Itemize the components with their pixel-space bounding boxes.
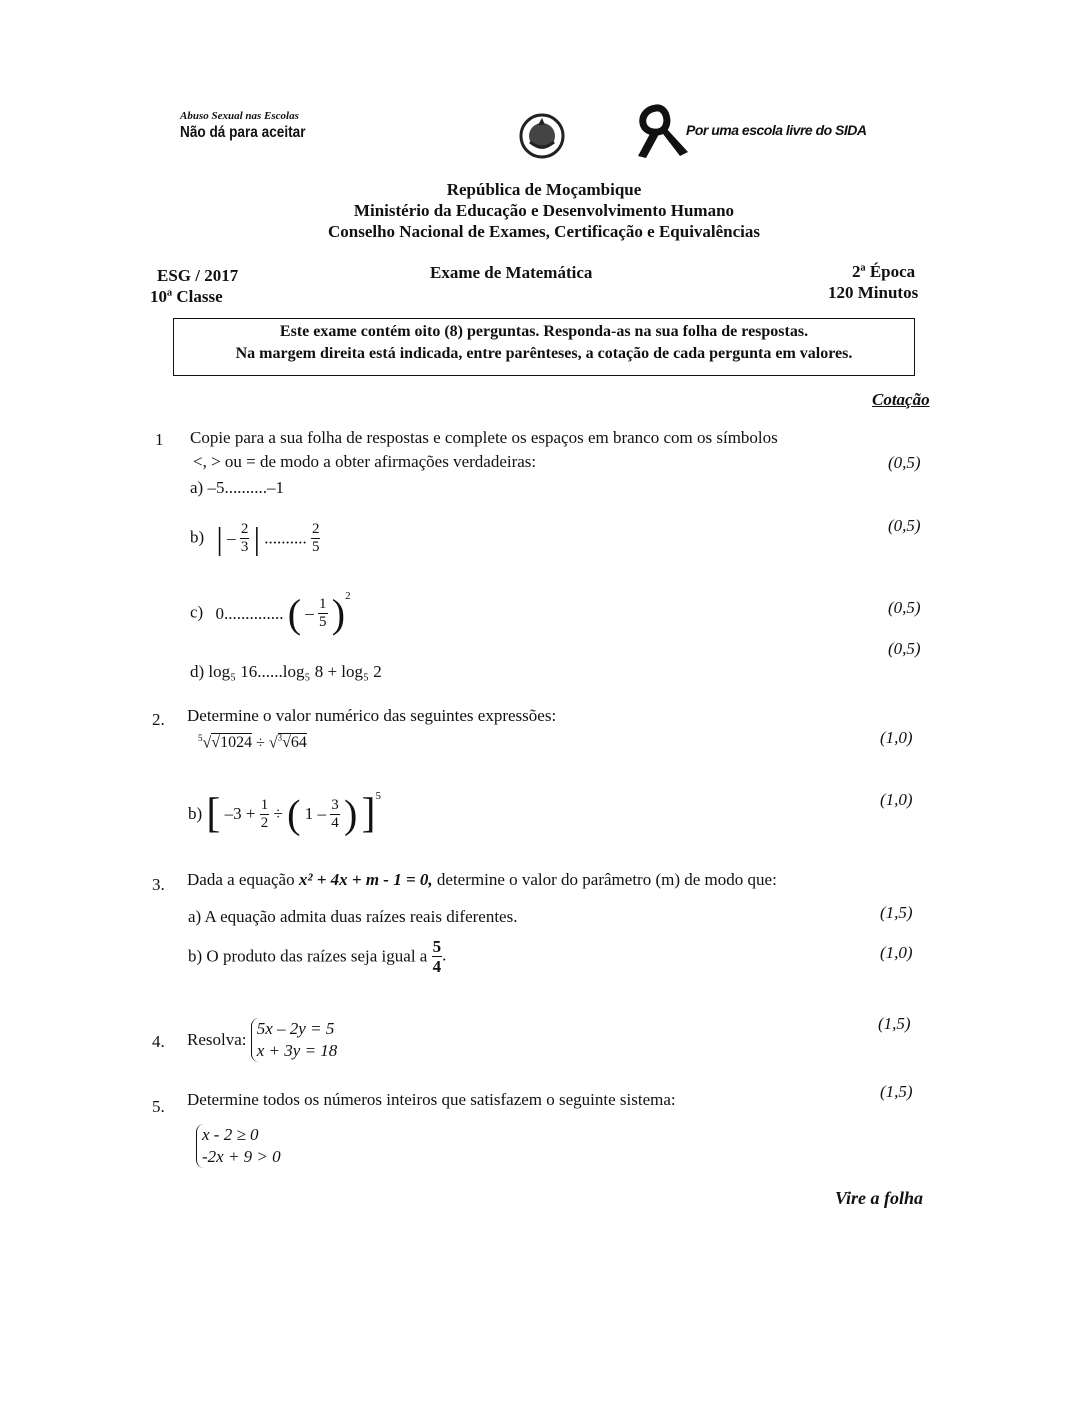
ribbon-text: Por uma escola livre do SIDA bbox=[686, 122, 867, 138]
q3-equation: x² + 4x + m - 1 = 0, bbox=[298, 870, 433, 889]
q3a-text: a) A equação admita duas raízes reais diferentes. bbox=[188, 907, 518, 926]
q1a-score: (0,5) bbox=[888, 453, 921, 472]
q1b-score: (0,5) bbox=[888, 516, 921, 535]
q1-text-1: Copie para a sua folha de respostas e complete os espaços em branco com os símbolos bbox=[190, 428, 778, 447]
q1-number: 1 bbox=[155, 430, 164, 449]
q3-text-pre: Dada a equação bbox=[187, 870, 295, 889]
q2b-expression: b) [ –3 + $\frac{1}{2}$ ÷ ( 1 – $\frac{3}{4}$ ) ]$^5$ bbox=[188, 790, 382, 837]
cotacao-header: Cotação bbox=[872, 390, 930, 409]
header-line-1: República de Moçambique bbox=[446, 180, 642, 199]
header-line-3: Conselho Nacional de Exames, Certificação e Equivalências bbox=[327, 222, 761, 241]
q3b-text: b) O produto das raízes seja igual a $\frac{5}{4}$ . bbox=[188, 937, 447, 976]
q3-number: 3. bbox=[152, 875, 165, 894]
q2-number: 2. bbox=[152, 710, 165, 729]
q1c-score: (0,5) bbox=[888, 598, 921, 617]
exam-title: Exame de Matemática bbox=[430, 263, 593, 282]
q3-text bbox=[187, 870, 777, 890]
q1-text-2: <, > ou = de modo a obter afirmações verdadeiras: bbox=[193, 452, 537, 471]
q2b-score: (1,0) bbox=[880, 790, 913, 809]
q3-text-post: determine o valor do parâmetro (m) de modo que: bbox=[436, 870, 777, 889]
q5-system bbox=[196, 1124, 281, 1168]
esg-year: ESG / 2017 bbox=[157, 266, 239, 285]
q5-eq1: x - 2 ≥ 0 bbox=[202, 1125, 259, 1144]
q3b-label: b) O produto das raízes seja igual a bbox=[188, 946, 428, 966]
instructions-line-2: Na margem direita está indicada, entre parênteses, a cotação de cada pergunta em valores. bbox=[235, 345, 853, 362]
q4-eq1: 5x – 2y = 5 bbox=[256, 1019, 335, 1038]
q5-number: 5. bbox=[152, 1097, 165, 1116]
q2a-score: (1,0) bbox=[880, 728, 913, 747]
q2b-label: b) bbox=[188, 804, 203, 823]
q1c-label: c) bbox=[190, 602, 204, 622]
instructions-line-1: Este exame contém oito (8) perguntas. Responda-as na sua folha de respostas. bbox=[279, 323, 809, 340]
campaign-small-text: Abuso Sexual nas Escolas bbox=[180, 110, 299, 122]
campaign-big-text: Não dá para aceitar bbox=[180, 124, 306, 141]
q4-score: (1,5) bbox=[878, 1014, 911, 1033]
q1d-expression: d) log₅ 16......log₅ 8 + log₅ 2 bbox=[190, 662, 382, 681]
q1c-expression: c) 0.............. ( – $\frac{1}{5}$ )$^2$ bbox=[190, 590, 351, 636]
header-line-2: Ministério da Educação e Desenvolvimento Humano bbox=[353, 201, 735, 220]
instructions-box bbox=[173, 318, 915, 376]
q4-number: 4. bbox=[152, 1032, 165, 1051]
classe: 10ª Classe bbox=[150, 287, 223, 306]
q5-text: Determine todos os números inteiros que satisfazem o seguinte sistema: bbox=[187, 1090, 676, 1109]
q5-eq2: -2x + 9 > 0 bbox=[202, 1147, 281, 1166]
q1a-expression: a) –5..........–1 bbox=[190, 478, 284, 497]
q1b-label: b) bbox=[190, 527, 205, 547]
q4-eq2: x + 3y = 18 bbox=[256, 1041, 338, 1060]
campaign-logo bbox=[180, 110, 328, 142]
q3b-score: (1,0) bbox=[880, 943, 913, 962]
q5-score: (1,5) bbox=[880, 1082, 913, 1101]
turn-page-note: Vire a folha bbox=[835, 1188, 924, 1208]
q1d-score: (0,5) bbox=[888, 639, 921, 658]
epoca: 2ª Época bbox=[852, 262, 916, 281]
q1b-expression: b) | – $\frac{2}{3}$ | .......... $\frac{2}{5}$ bbox=[190, 520, 320, 556]
duration: 120 Minutos bbox=[828, 283, 919, 302]
q4-system bbox=[187, 1018, 337, 1062]
q2-text: Determine o valor numérico das seguintes expressões: bbox=[187, 706, 557, 725]
mozambique-emblem-icon bbox=[518, 112, 566, 160]
q3a-score: (1,5) bbox=[880, 903, 913, 922]
q4-label: Resolva: bbox=[187, 1030, 247, 1049]
q2a-expression: $^5$√√1024 ÷ √$^3$√64 bbox=[198, 733, 307, 752]
